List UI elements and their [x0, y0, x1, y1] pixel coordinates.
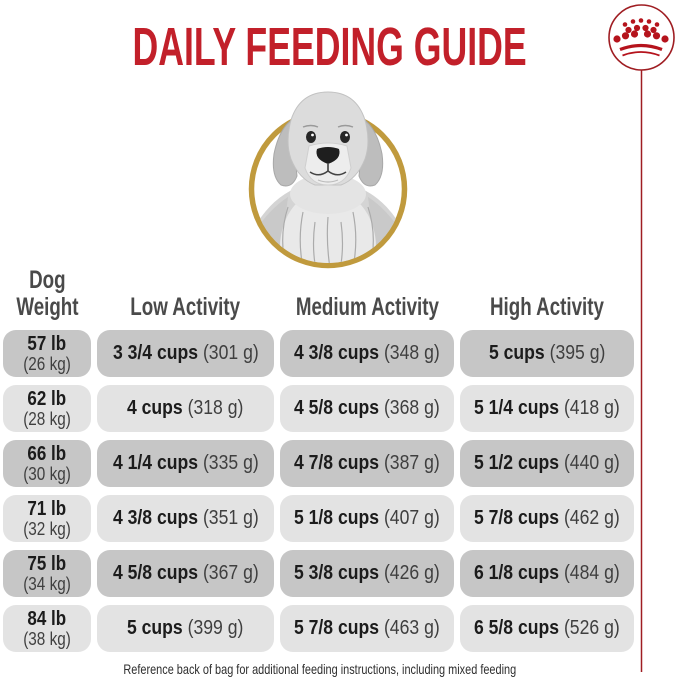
- weight-lb: 66 lb: [27, 442, 67, 465]
- weight-kg: (26 kg): [23, 353, 71, 374]
- table-header-row: [3, 258, 635, 322]
- dog-photo: [218, 82, 438, 274]
- weight-cell: [3, 385, 91, 432]
- weight-lb: 75 lb: [27, 552, 67, 575]
- column-header-weight: [3, 267, 91, 322]
- low-activity-cell: 4 3/8 cups (351 g): [97, 495, 274, 542]
- low-activity-cell: 4 1/4 cups (335 g): [97, 440, 274, 487]
- weight-kg: (28 kg): [23, 408, 71, 429]
- low-activity-cell: 4 cups (318 g): [97, 385, 274, 432]
- page-title: DAILY FEEDING GUIDE: [132, 17, 528, 77]
- weight-kg: (32 kg): [23, 518, 71, 539]
- weight-kg: (38 kg): [23, 628, 71, 649]
- weight-kg: (34 kg): [23, 573, 71, 594]
- table-row: [3, 385, 635, 432]
- medium-activity-cell: 4 5/8 cups (368 g): [280, 385, 454, 432]
- footer-note: Reference back of bag for additional feeding instructions, including mixed feeding: [123, 661, 517, 677]
- weight-lb: 57 lb: [27, 332, 67, 355]
- medium-activity-cell: 5 1/8 cups (407 g): [280, 495, 454, 542]
- weight-cell: [3, 550, 91, 597]
- low-activity-cell: 3 3/4 cups (301 g): [97, 330, 274, 377]
- high-activity-cell: 5 cups (395 g): [460, 330, 634, 377]
- weight-cell: [3, 440, 91, 487]
- medium-activity-cell: 5 7/8 cups (463 g): [280, 605, 454, 652]
- table-row: [3, 330, 635, 377]
- weight-kg: (30 kg): [23, 463, 71, 484]
- column-header-high: High Activity: [490, 292, 604, 321]
- low-activity-cell: 5 cups (399 g): [97, 605, 274, 652]
- table-row: [3, 550, 635, 597]
- weight-cell: [3, 495, 91, 542]
- high-activity-cell: 5 1/2 cups (440 g): [460, 440, 634, 487]
- weight-lb: 62 lb: [27, 387, 67, 410]
- table-row: [3, 440, 635, 487]
- high-activity-cell: 6 5/8 cups (526 g): [460, 605, 634, 652]
- header-weight-line2: Weight: [15, 292, 79, 321]
- feeding-table: [3, 258, 635, 660]
- weight-lb: 84 lb: [27, 607, 67, 630]
- table-row: [3, 605, 635, 652]
- column-header-low: Low Activity: [130, 292, 241, 321]
- medium-activity-cell: 5 3/8 cups (426 g): [280, 550, 454, 597]
- medium-activity-cell: 4 3/8 cups (348 g): [280, 330, 454, 377]
- table-row: [3, 495, 635, 542]
- weight-lb: 71 lb: [27, 497, 67, 520]
- high-activity-cell: 5 1/4 cups (418 g): [460, 385, 634, 432]
- medium-activity-cell: 4 7/8 cups (387 g): [280, 440, 454, 487]
- weight-cell: [3, 605, 91, 652]
- header-weight-line1: Dog: [28, 266, 66, 294]
- low-activity-cell: 4 5/8 cups (367 g): [97, 550, 274, 597]
- high-activity-cell: 6 1/8 cups (484 g): [460, 550, 634, 597]
- column-header-medium: Medium Activity: [295, 292, 439, 321]
- weight-cell: [3, 330, 91, 377]
- high-activity-cell: 5 7/8 cups (462 g): [460, 495, 634, 542]
